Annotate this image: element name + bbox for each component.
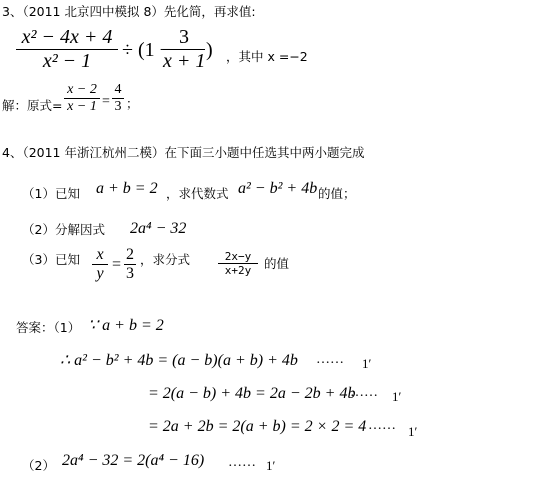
answer-line1-dots: …… <box>316 352 344 367</box>
q4-p1-prefix: （1）已知 <box>22 186 80 201</box>
answer-line3-dots: …… <box>368 418 396 433</box>
q4-p3-frac1 <box>92 246 108 283</box>
q3-header: 3、（2011 北京四中模拟 8）先化简，再求值: <box>2 4 256 19</box>
q4-p3-mid: ，求分式 <box>140 252 191 267</box>
q4-header: 4、（2011 年浙江杭州二模）在下面三小题中任选其中两小题完成 <box>2 145 365 160</box>
q4-p3-suffix: 的值 <box>264 256 290 271</box>
answer-line4-prefix: （2） <box>22 458 55 473</box>
q3-close-paren: ) <box>206 39 213 61</box>
q3-sol-frac1-numerator: x − 2 <box>67 82 97 97</box>
q3-division-open: ÷ (1 − <box>122 39 171 61</box>
answer-line3: = 2a + 2b = 2(a + b) = 2 × 2 = 4 <box>148 418 367 435</box>
q4-p3-frac3-denominator: x+2y <box>224 264 252 277</box>
answer-line2: = 2(a − b) + 4b = 2a − 2b + 4b <box>148 385 356 402</box>
answer-line2-dots: …… <box>350 385 378 400</box>
answer-line4: 2a⁴ − 32 = 2(a⁴ − 16) <box>62 452 205 469</box>
q4-p3-frac1-numerator: x <box>96 246 104 263</box>
q3-frac1 <box>16 26 118 73</box>
q3-sol-frac1 <box>64 82 100 115</box>
answer-label: 答案：（1） <box>16 320 81 335</box>
answer-line1-score: 1′ <box>362 356 372 371</box>
q3-frac2-numerator: 3 <box>179 26 189 48</box>
q3-sol-frac2-numerator: 4 <box>114 82 122 97</box>
answer-line1: ∴ a² − b² + 4b = (a − b)(a + b) + 4b <box>60 352 298 369</box>
q3-condition: ，其中 x =−2 <box>226 49 308 64</box>
answer-line2-score: 1′ <box>392 389 402 404</box>
q3-frac1-numerator: x² − 4x + 4 <box>21 26 113 48</box>
q4-p1-suffix: 的值； <box>318 186 356 201</box>
q3-frac1-denominator: x² − 1 <box>42 50 92 72</box>
answer-line0: ∵ a + b = 2 <box>88 317 164 334</box>
q4-p3-frac3-numerator: 2x−y <box>224 250 252 263</box>
q4-p3-frac2-denominator: 3 <box>126 265 134 282</box>
q3-frac2 <box>163 26 205 73</box>
q3-frac2-denominator: x + 1 <box>163 50 206 72</box>
q4-p1-expression: a² − b² + 4b <box>238 180 318 197</box>
q3-sol-end: ； <box>126 96 139 111</box>
q4-p2-expression: 2a⁴ − 32 <box>130 220 187 237</box>
q4-p3-frac3 <box>218 250 258 277</box>
q4-p3-prefix: （3）已知 <box>22 252 80 267</box>
q4-p3-frac1-denominator: y <box>96 265 104 282</box>
q4-p1-mid: ，求代数式 <box>166 186 229 201</box>
q3-solution-prefix: 解：原式= <box>2 98 63 113</box>
q3-sol-frac2 <box>112 82 124 115</box>
q4-p3-equals: = <box>112 256 122 273</box>
q3-sol-frac1-denominator: x − 1 <box>67 99 97 114</box>
answer-line4-score: 1′ <box>266 458 276 473</box>
q4-p1-math: a + b = 2 <box>96 180 158 197</box>
answer-line3-score: 1′ <box>408 424 418 439</box>
q3-sol-equals: = <box>102 94 110 109</box>
q4-p3-frac2 <box>124 246 136 283</box>
q4-p2-prefix: （2）分解因式 <box>22 222 105 237</box>
q4-p3-frac2-numerator: 2 <box>126 246 134 263</box>
answer-line4-dots: …… <box>228 455 256 470</box>
q3-sol-frac2-denominator: 3 <box>114 99 122 114</box>
